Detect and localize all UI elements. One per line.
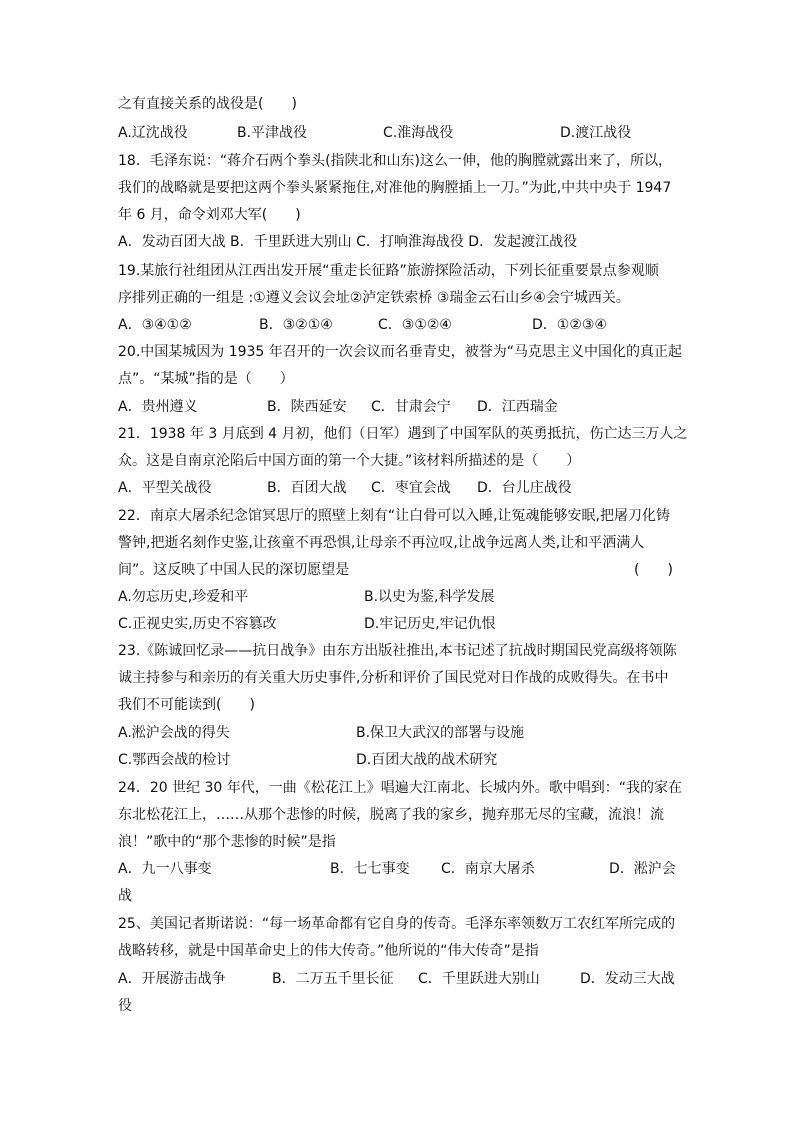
q18-line-1: 18．毛泽东说：“蒋介石两个拳头(指陕北和山东)这么一伸，他的胸膛就露出来了，所以， xyxy=(118,153,672,169)
q25-option-a: A．开展游击战争 xyxy=(118,971,226,987)
q17-stem: 之有直接关系的战役是( ) xyxy=(118,96,297,112)
q17-option-b: B.平津战役 xyxy=(237,125,308,141)
q20-line-1: 20.中国某城因为 1935 年召开的一次会议而名垂青史，被誉为“马克思主义中国化的真正起 xyxy=(118,344,683,360)
q21-option-d: D．台儿庄战役 xyxy=(477,480,572,496)
q24-option-d: D．淞沪会 xyxy=(609,861,676,877)
q24-line-3: 浪！”歌中的“那个悲惨的时候”是指 xyxy=(118,834,336,850)
q22-line-3: 间”。这反映了中国人民的深切愿望是 xyxy=(118,562,350,578)
q25-line-1: 25、美国记者斯诺说：“每一场革命都有它自身的传奇。毛泽东率领数万工农红军所完成的 xyxy=(118,916,676,932)
q17-option-d: D.渡江战役 xyxy=(560,125,632,141)
q18-line-2: 我们的战略就是要把这两个拳头紧紧拖住,对准他的胸膛插上一刀。”为此,中共中央于 1947 xyxy=(118,180,672,196)
q25-option-c: C．千里跃进大别山 xyxy=(418,971,540,987)
q19-option-b: B．③②①④ xyxy=(259,317,333,333)
q22-option-c: C.正视史实,历史不容篡改 xyxy=(118,616,277,632)
q18-options: A．发动百团大战 B．千里跃进大别山 C．打响淮海战役 D．发起渡江战役 xyxy=(118,234,578,250)
q24-option-c: C．南京大屠杀 xyxy=(441,861,535,877)
q21-line-1: 21．1938 年 3 月底到 4 月初，他们（日军）遇到了中国军队的英勇抵抗，伤亡达三万人之 xyxy=(118,426,688,442)
q24-option-a: A．九一八事变 xyxy=(118,861,212,877)
q22-option-d: D.牢记历史,牢记仇恨 xyxy=(364,616,496,632)
q24-line-1: 24．20 世纪 30 年代，一曲《松花江上》唱遍大江南北、长城内外。歌中唱到：“我的家在 xyxy=(118,780,683,796)
q22-option-a: A.勿忘历史,珍爱和平 xyxy=(118,589,249,605)
q19-option-a: A．③④①② xyxy=(118,317,192,333)
q25-option-b: B．二万五千里长征 xyxy=(272,971,394,987)
q24-option-d-wrap: 战 xyxy=(118,888,132,904)
q19-line-1: 19.某旅行社组团从江西出发开展“重走长征路”旅游探险活动，下列长征重要景点参观顺 xyxy=(118,263,659,279)
q17-option-a: A.辽沈战役 xyxy=(118,125,188,141)
q17-option-c: C.淮海战役 xyxy=(383,125,454,141)
q20-option-b: B．陕西延安 xyxy=(267,399,347,415)
q23-option-b: B.保卫大武汉的部署与设施 xyxy=(356,725,525,741)
q23-line-3: 我们不可能读到( ) xyxy=(118,697,255,713)
q20-line-2: 点”。“某城”指的是（ ） xyxy=(118,371,294,387)
q19-line-2: 序排列正确的一组是 :①遵义会议会址②泸定铁索桥 ③瑞金云石山乡④会宁城西关。 xyxy=(118,290,630,306)
q22-line-2: 警钟,把逝名刻作史鉴,让孩童不再恐惧,让母亲不再泣叹,让战争远离人类,让和平洒满人 xyxy=(118,535,645,551)
q20-option-c: C．甘肃会宁 xyxy=(371,399,451,415)
q22-line-1: 22．南京大屠杀纪念馆冥思厅的照壁上刻有“让白骨可以入睡,让冤魂能够安眠,把屠刀化铸 xyxy=(118,508,670,524)
q21-option-a: A．平型关战役 xyxy=(118,480,212,496)
q20-option-a: A．贵州遵义 xyxy=(118,399,198,415)
q25-line-2: 战略转移，就是中国革命史上的伟大传奇。”他所说的“伟大传奇”是指 xyxy=(118,943,539,959)
q25-option-d-wrap: 役 xyxy=(118,998,132,1014)
q24-option-b: B．七七事变 xyxy=(330,861,410,877)
q18-line-3: 年 6 月，命令刘邓大军( ) xyxy=(118,207,301,223)
q23-line-1: 23.《陈诚回忆录——抗日战争》由东方出版社推出,本书记述了抗战时期国民党高级将领陈 xyxy=(118,643,677,659)
q23-line-2: 诚主持参与和亲历的有关重大历史事件,分析和评价了国民党对日作战的成败得失。在书中 xyxy=(118,670,669,686)
q23-option-c: C.鄂西会战的检讨 xyxy=(118,752,231,768)
q22-option-b: B.以史为鉴,科学发展 xyxy=(364,589,495,605)
q19-option-c: C．③①②④ xyxy=(378,317,452,333)
q24-line-2: 东北松花江上，……从那个悲惨的时候，脱离了我的家乡，抛弃那无尽的宝藏，流浪！流 xyxy=(118,807,664,823)
q23-option-a: A.淞沪会战的得失 xyxy=(118,725,230,741)
q22-answer-paren: ( ) xyxy=(634,562,673,578)
q19-option-d: D．①②③④ xyxy=(532,317,607,333)
q20-option-d: D．江西瑞金 xyxy=(477,399,558,415)
q21-option-b: B．百团大战 xyxy=(267,480,347,496)
q23-option-d: D.百团大战的战术研究 xyxy=(356,752,498,768)
q21-line-2: 众。这是自南京沦陷后中国方面的第一个大捷。”该材料所描述的是（ ） xyxy=(118,453,581,469)
q25-option-d: D．发动三大战 xyxy=(580,971,675,987)
q21-option-c: C．枣宜会战 xyxy=(371,480,451,496)
